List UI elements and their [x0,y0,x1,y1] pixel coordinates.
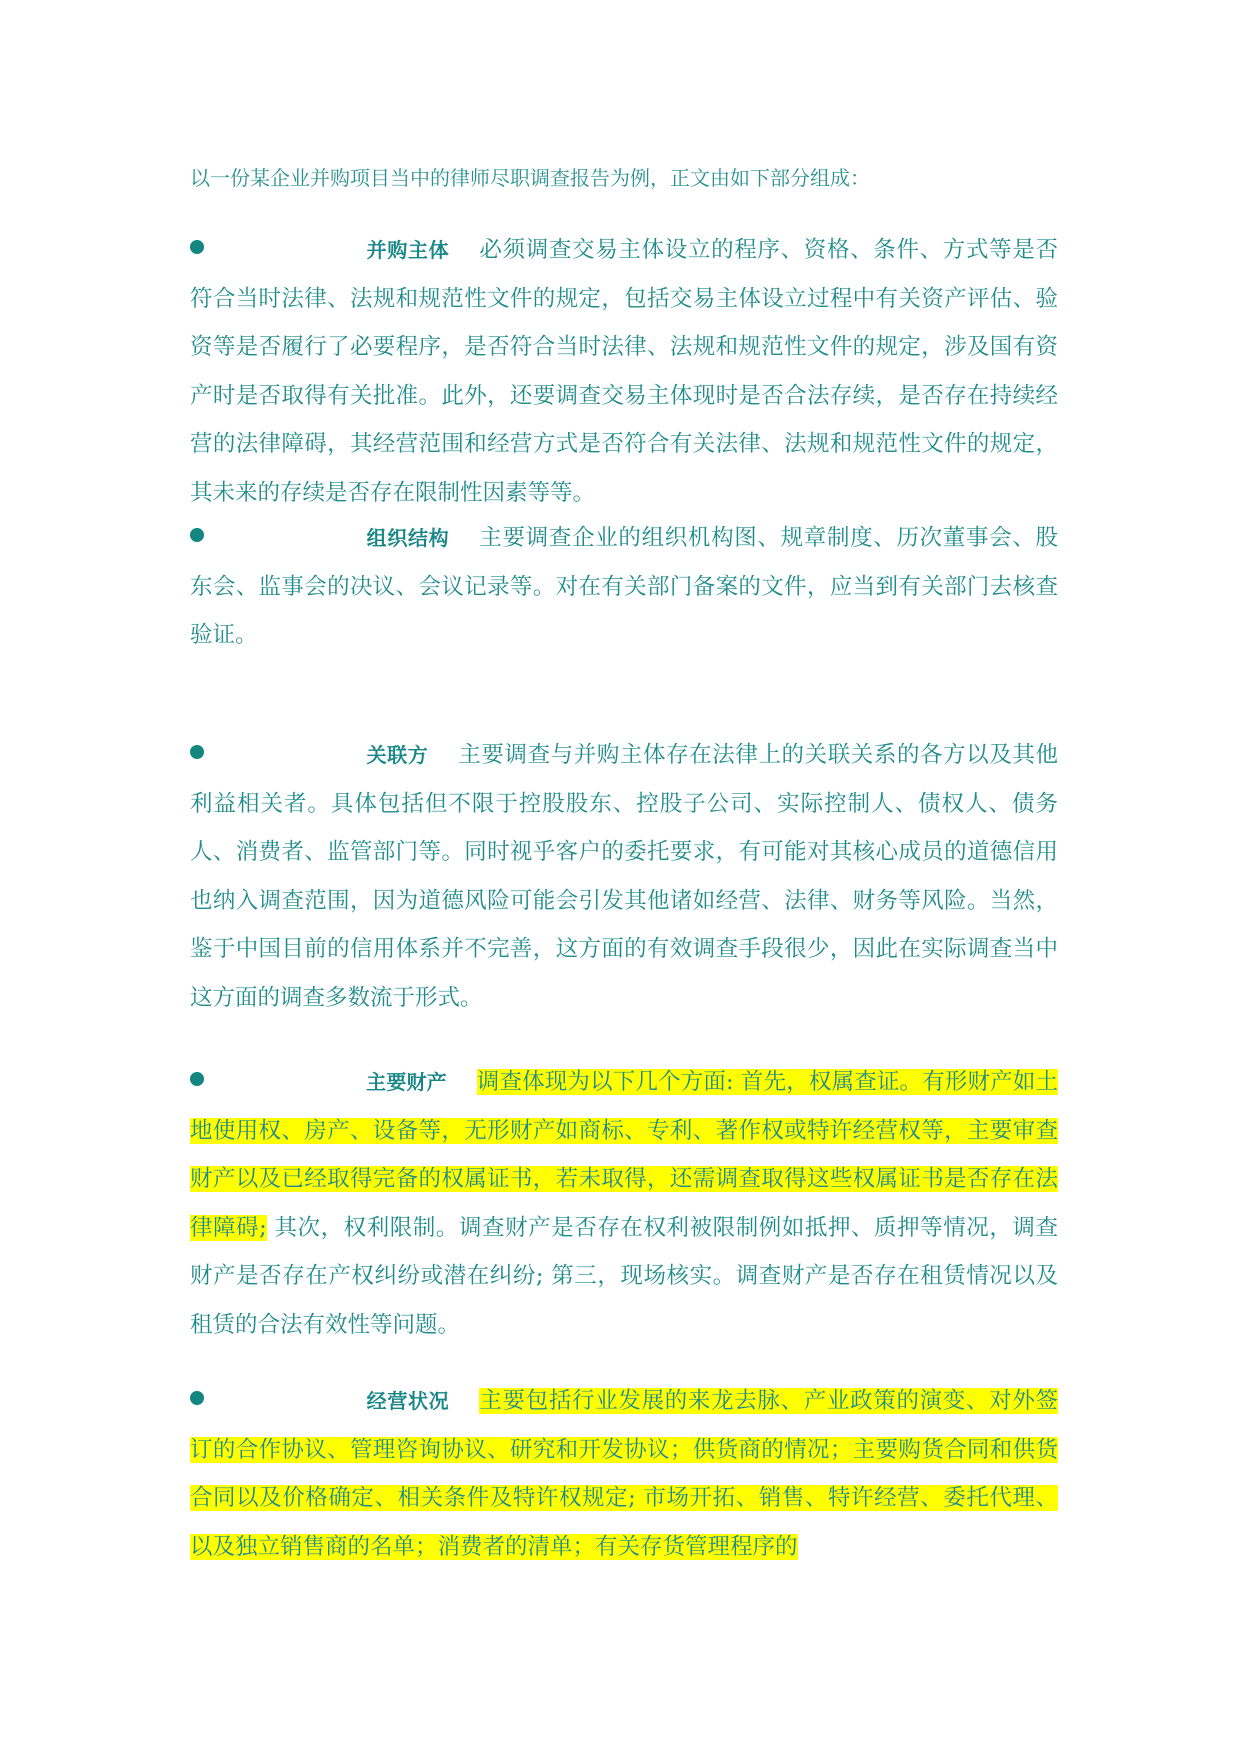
section-organization [190,514,1058,660]
bullet-icon [190,240,204,254]
section-heading: 关联方 [366,743,429,767]
section-body: 主要调查企业的组织机构图、规章制度、历次董事会、股东会、监事会的决议、会议记录等。对在有关部门备案的文件，应当到有关部门去核查验证。 [190,525,1058,648]
highlighted-text: 主要包括行业发展的来龙去脉、产业政策的演变、对外签订的合作协议、管理咨询协议、研究和开发协议；供货商的情况；主要购货合同和供货合同以及价格确定、相关条件及特许权规定; 市场开拓、销售、特许经营、委托代理、以及独立销售商的名单；消费者的清单；有关存货管理程序的 [190,1388,1058,1560]
section-related-parties [190,731,1058,1022]
bullet-icon [190,745,204,759]
section-heading: 主要财产 [366,1070,447,1094]
bullet-icon [190,1391,204,1405]
section-body: 必须调查交易主体设立的程序、资格、条件、方式等是否符合当时法律、法规和规范性文件的规定，包括交易主体设立过程中有关资产评估、验资等是否履行了必要程序，是否符合当时法律、法规和规范性文件的规定，涉及国有资产时是否取得有关批准。此外，还要调查交易主体现时是否合法存续，是否存在持续经营的法律障碍，其经营范围和经营方式是否符合有关法律、法规和规范性文件的规定，其未来的存续是否存在限制性因素等等。 [190,237,1058,506]
highlighted-text: 调查体现为以下几个方面: 首先，权属查证。有形财产如土地使用权、房产、设备等，无形财产如商标、专利、著作权或特许经营权等，主要审查财产以及已经取得完备的权属证书，若未取得，还需调查取得这些权属证书是否存在法律障碍; [190,1069,1059,1241]
section-body: 主要调查与并购主体存在法律上的关联关系的各方以及其他利益相关者。具体包括但不限于控股股东、控股子公司、实际控制人、债权人、债务人、消费者、监管部门等。同时视乎客户的委托要求，有可能对其核心成员的道德信用也纳入调查范围，因为道德风险可能会引发其他诸如经营、法律、财务等风险。当然，鉴于中国目前的信用体系并不完善，这方面的有效调查手段很少，因此在实际调查当中这方面的调查多数流于形式。 [190,742,1058,1011]
intro-paragraph: 以一份某企业并购项目当中的律师尽职调查报告为例，正文由如下部分组成： [190,166,870,190]
section-body: 其次，权利限制。调查财产是否存在权利被限制例如抵押、质押等情况，调查财产是否存在产权纠纷或潜在纠纷; 第三，现场核实。调查财产是否存在租赁情况以及租赁的合法有效性等问题。 [190,1214,1058,1338]
section-heading: 并购主体 [366,238,450,262]
section-major-assets [190,1058,1058,1349]
section-merger-subject [190,226,1058,517]
bullet-icon [190,1072,204,1086]
section-operations [190,1377,1058,1571]
section-heading: 组织结构 [366,526,450,550]
bullet-icon [190,528,204,542]
section-heading: 经营状况 [366,1389,450,1413]
